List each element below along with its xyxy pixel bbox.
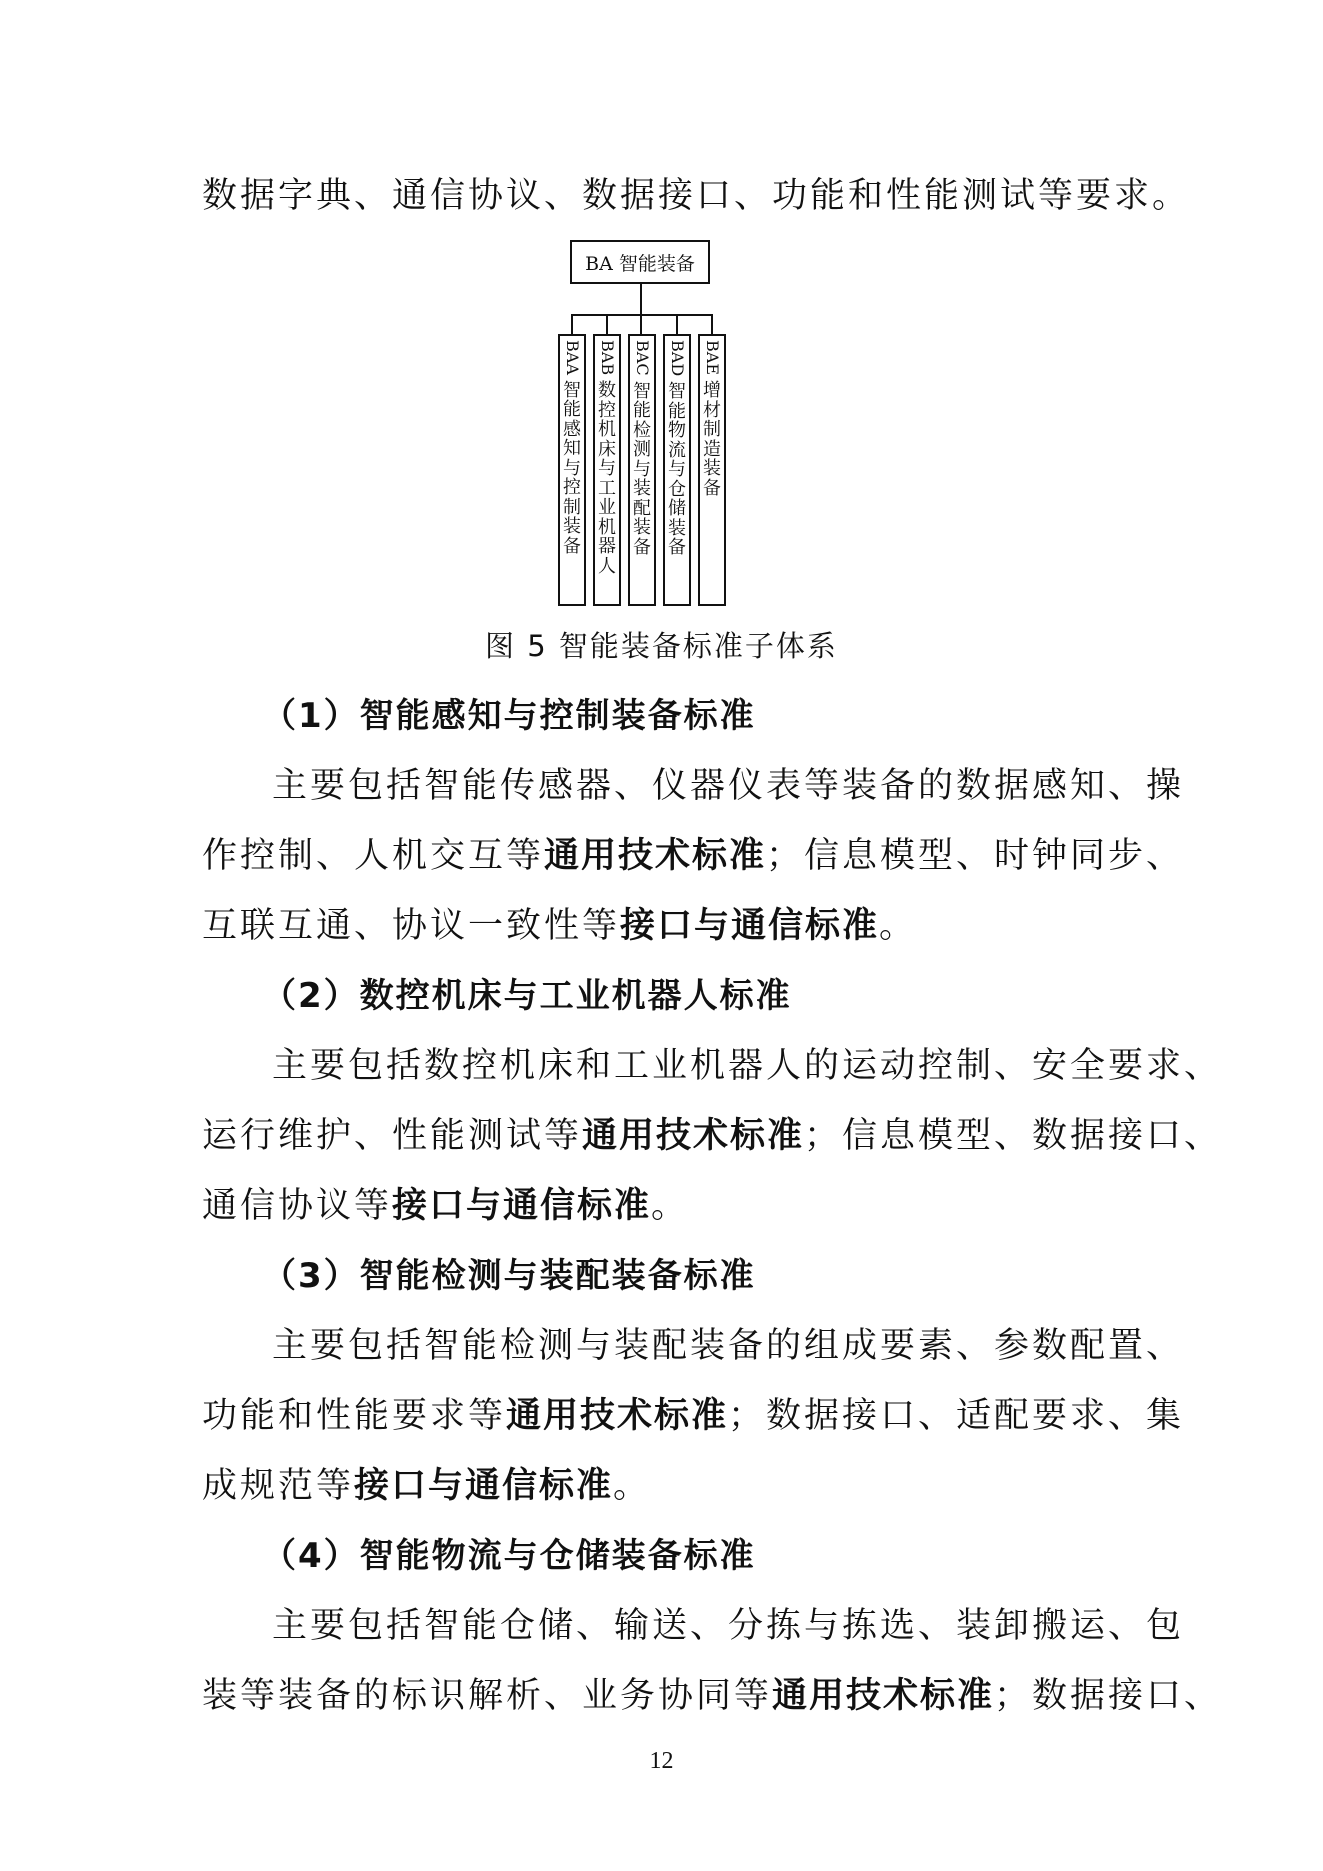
text-span: ；数据接口、 (994, 1676, 1223, 1716)
child-code: BAD (668, 340, 687, 377)
paragraph-line: 主要包括智能传感器、仪器仪表等装备的数据感知、操 (272, 766, 1185, 806)
child-code: BAE (703, 340, 722, 375)
diagram-connector (571, 314, 573, 334)
text-span: 。 (879, 906, 918, 946)
paragraph-line: 主要包括智能检测与装配装备的组成要素、参数配置、 (272, 1326, 1185, 1366)
child-code: BAC (633, 340, 652, 376)
child-name: 增材制造装备 (703, 380, 721, 499)
text-span: 作控制、人机交互等 (202, 836, 545, 876)
paragraph-line (202, 1184, 1142, 1228)
section-heading: （3）智能检测与装配装备标准 (262, 1256, 756, 1296)
diagram-child-bac (628, 334, 656, 606)
paragraph-line (202, 1674, 1223, 1718)
section-heading: （1）智能感知与控制装备标准 (262, 696, 756, 736)
standards-diagram (540, 240, 760, 610)
text-span: 成规范等 (202, 1466, 355, 1506)
child-name: 智能感知与控制装备 (563, 379, 581, 557)
child-name: 智能检测与装配装备 (633, 380, 651, 558)
bold-term: 接口与通信标准 (354, 1466, 614, 1506)
child-name: 智能物流与仓储装备 (668, 381, 686, 559)
figure-caption: 图 5 智能装备标准子体系 (485, 629, 838, 663)
bold-term: 接口与通信标准 (392, 1186, 652, 1226)
diagram-child-baa (558, 334, 586, 606)
child-name: 数控机床与工业机器人 (598, 380, 616, 577)
diagram-child-bae (698, 334, 726, 606)
diagram-child-bad (663, 334, 691, 606)
text-span: ；信息模型、数据接口、 (804, 1116, 1223, 1156)
text-span: 。 (613, 1466, 652, 1506)
diagram-connector (606, 314, 608, 334)
diagram-connector (640, 314, 642, 334)
text-span: 互联互通、协议一致性等 (202, 906, 621, 946)
paragraph-line (202, 904, 1142, 948)
text-span: ；信息模型、时钟同步、 (766, 836, 1185, 876)
child-code: BAA (563, 340, 582, 375)
paragraph-line (202, 1114, 1223, 1158)
child-code: BAB (598, 340, 617, 376)
intro-line: 数据字典、通信协议、数据接口、功能和性能测试等要求。 (202, 176, 1191, 216)
diagram-root-box: BA 智能装备 (570, 240, 710, 284)
bold-term: 接口与通信标准 (620, 906, 880, 946)
bold-term: 通用技术标准 (772, 1676, 995, 1716)
diagram-connector (640, 284, 642, 314)
text-span: 。 (651, 1186, 690, 1226)
diagram-connector (711, 314, 713, 334)
page-number: 12 (649, 1748, 674, 1774)
section-heading: （4）智能物流与仓储装备标准 (262, 1536, 756, 1576)
paragraph-line: 主要包括智能仓储、输送、分拣与拣选、装卸搬运、包 (272, 1606, 1185, 1646)
paragraph-line: 主要包括数控机床和工业机器人的运动控制、安全要求、 (272, 1046, 1223, 1086)
bold-term: 通用技术标准 (506, 1396, 729, 1436)
diagram-child-bab (593, 334, 621, 606)
diagram-connector (676, 314, 678, 334)
bold-term: 通用技术标准 (544, 836, 767, 876)
paragraph-line (202, 1394, 1185, 1438)
text-span: 运行维护、性能测试等 (202, 1116, 583, 1156)
text-span: 功能和性能要求等 (202, 1396, 507, 1436)
text-span: 装等装备的标识解析、业务协同等 (202, 1676, 773, 1716)
diagram-connector (571, 314, 713, 316)
text-span: 通信协议等 (202, 1186, 393, 1226)
section-heading: （2）数控机床与工业机器人标准 (262, 976, 792, 1016)
paragraph-line (202, 1464, 1142, 1508)
paragraph-line (202, 834, 1185, 878)
bold-term: 通用技术标准 (582, 1116, 805, 1156)
text-span: ；数据接口、适配要求、集 (728, 1396, 1185, 1436)
